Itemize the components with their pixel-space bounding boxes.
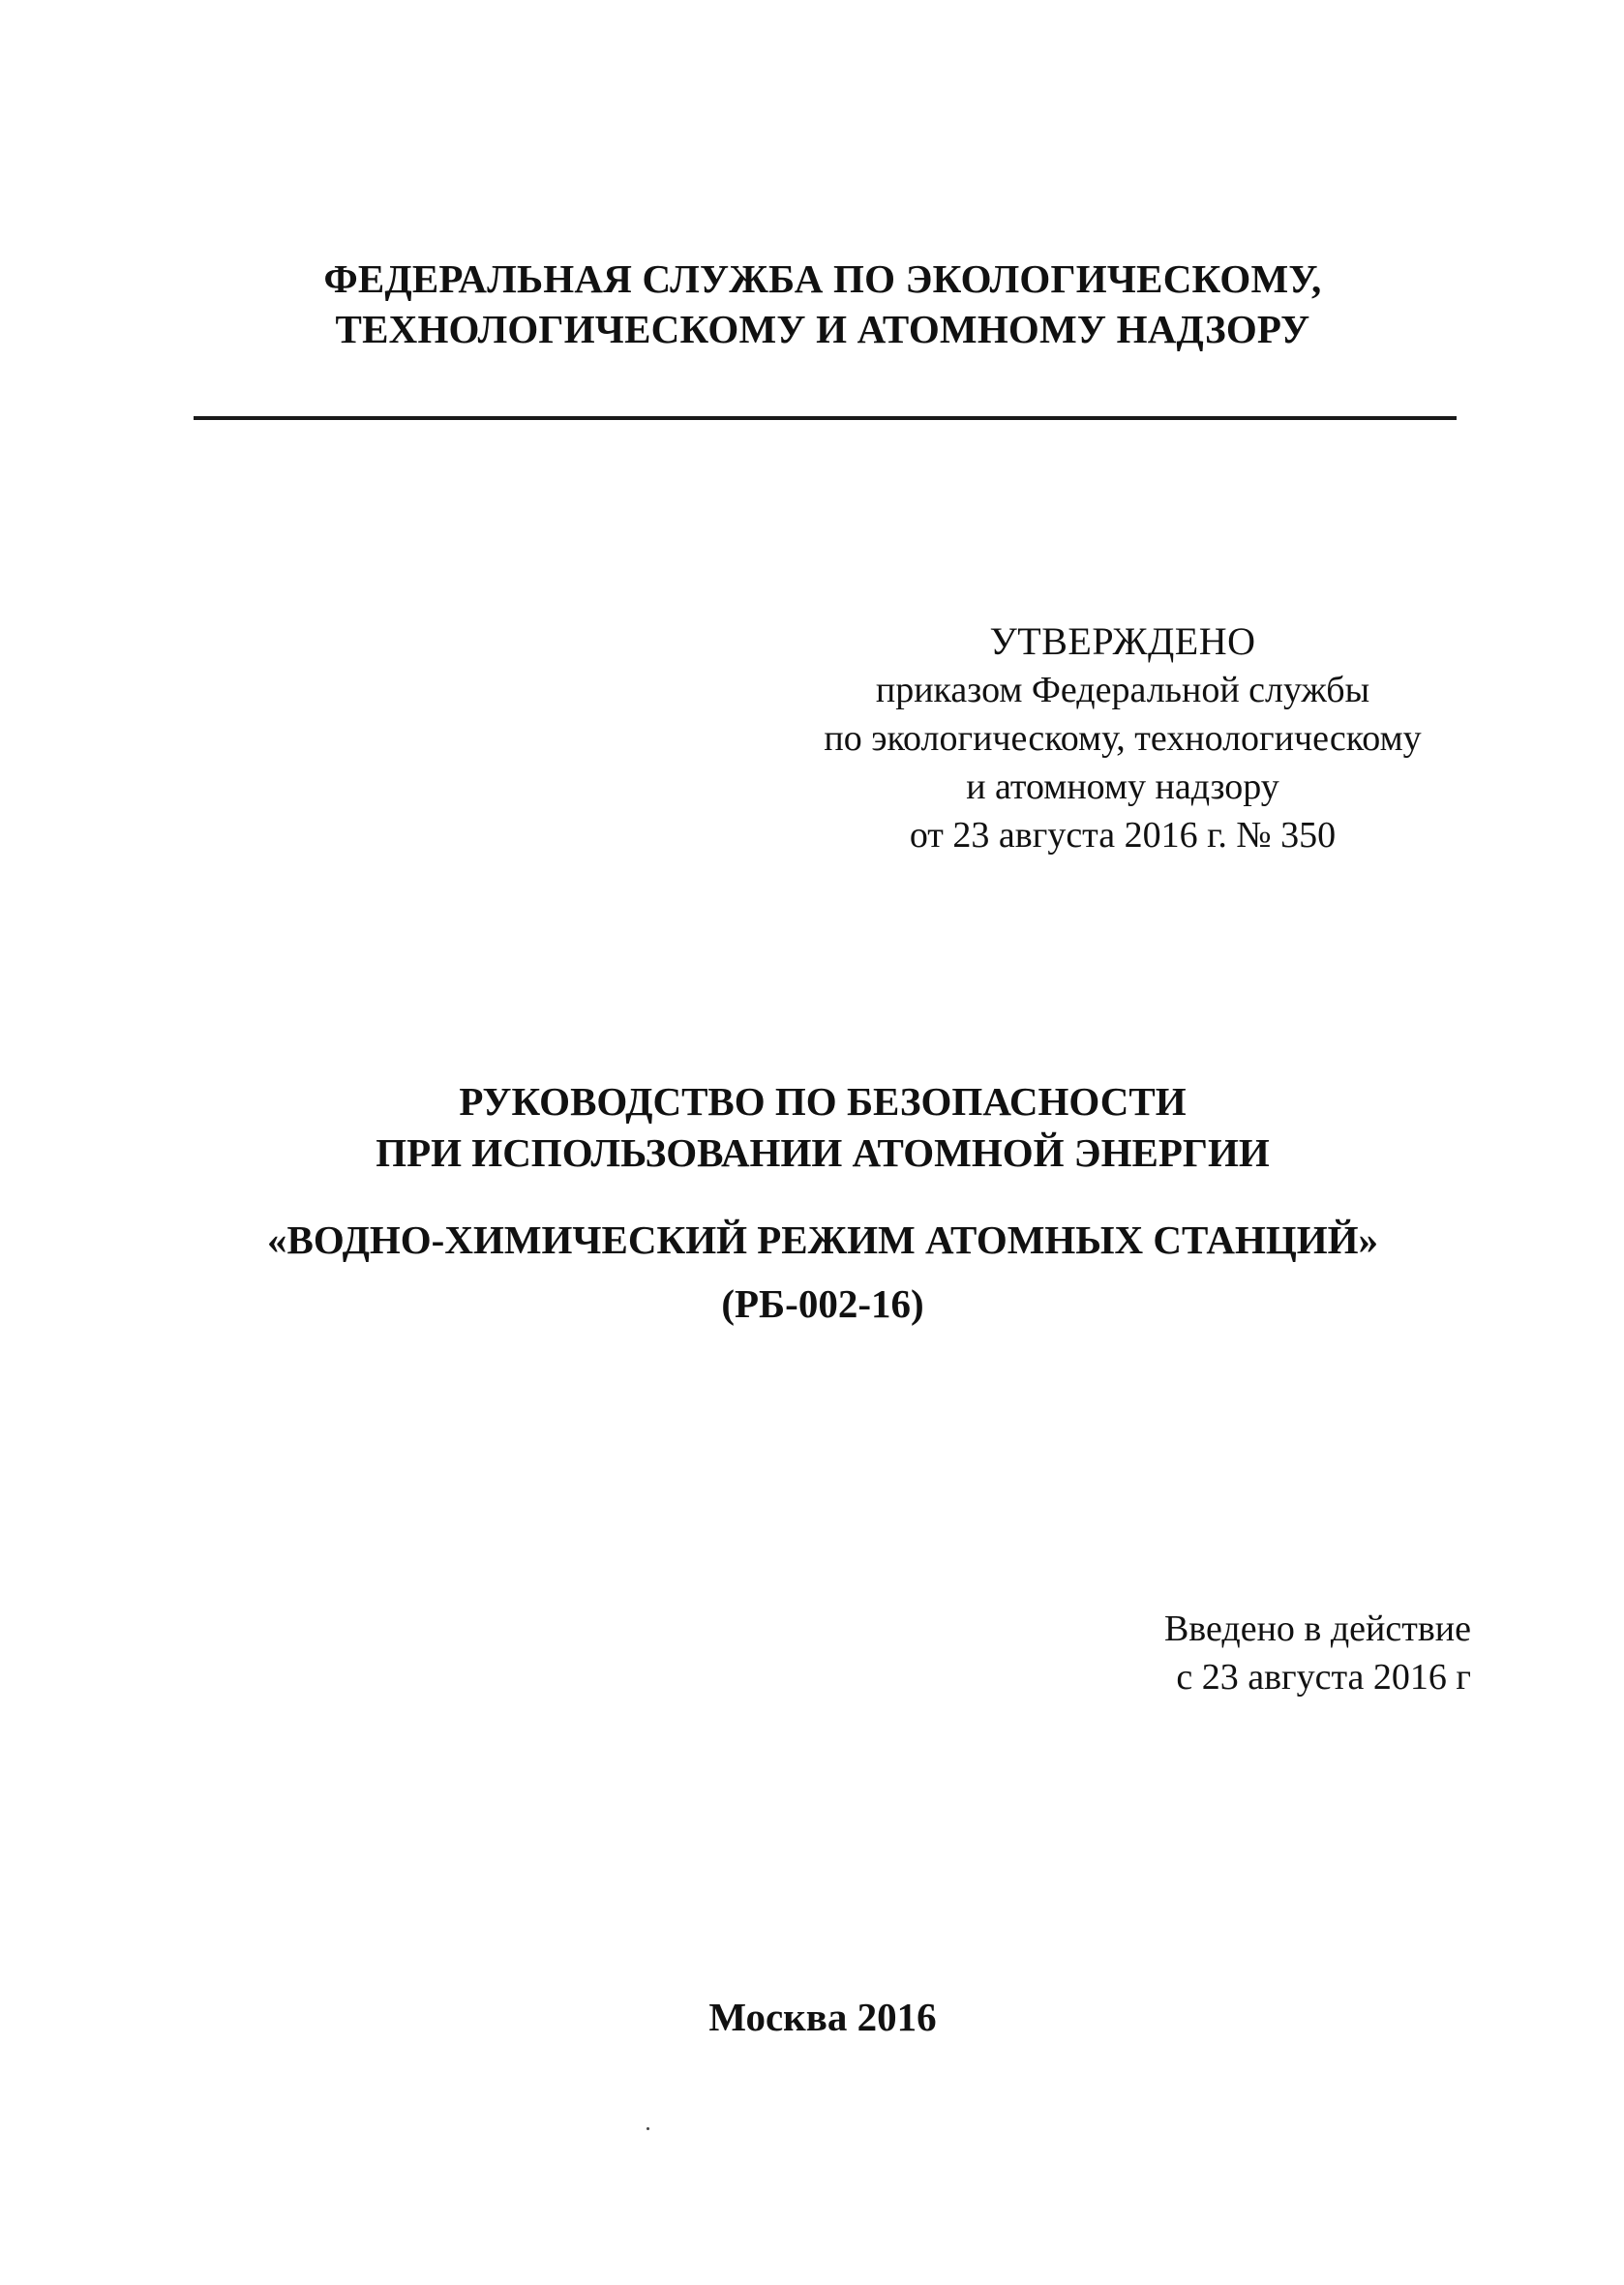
effective-date-block xyxy=(1045,1605,1471,1701)
header-divider xyxy=(194,416,1457,420)
subtitle-code: (РБ-002-16) xyxy=(721,1281,924,1326)
footer-city-year: Москва 2016 xyxy=(708,1995,937,2039)
approval-line-3: и атомному надзору xyxy=(966,767,1279,807)
document-title xyxy=(194,1076,1452,1179)
approval-line-1: приказом Федеральной службы xyxy=(875,670,1370,710)
effective-line-1: Введено в действие xyxy=(1163,1609,1471,1649)
approval-line-2: по экологическому, технологическому xyxy=(824,718,1422,759)
approval-stamp-block xyxy=(774,617,1471,859)
approval-line-4: от 23 августа 2016 г. № 350 xyxy=(909,815,1337,856)
subtitle-name: «ВОДНО-ХИМИЧЕСКИЙ РЕЖИМ АТОМНЫХ СТАНЦИЙ» xyxy=(267,1218,1378,1262)
effective-line-2: с 23 августа 2016 г xyxy=(1176,1657,1471,1698)
title-line-2: ПРИ ИСПОЛЬЗОВАНИИ АТОМНОЙ ЭНЕРГИИ xyxy=(376,1130,1270,1175)
scan-speck xyxy=(647,2127,649,2130)
agency-line-2: ТЕХНОЛОГИЧЕСКОМУ И АТОМНОМУ НАДЗОРУ xyxy=(335,307,1310,351)
title-line-1: РУКОВОДСТВО ПО БЕЗОПАСНОСТИ xyxy=(459,1079,1187,1124)
document-subtitle xyxy=(194,1208,1452,1336)
agency-line-1: ФЕДЕРАЛЬНАЯ СЛУЖБА ПО ЭКОЛОГИЧЕСКОМУ, xyxy=(323,256,1322,301)
approval-heading: УТВЕРЖДЕНО xyxy=(989,619,1256,663)
agency-header xyxy=(194,254,1452,354)
